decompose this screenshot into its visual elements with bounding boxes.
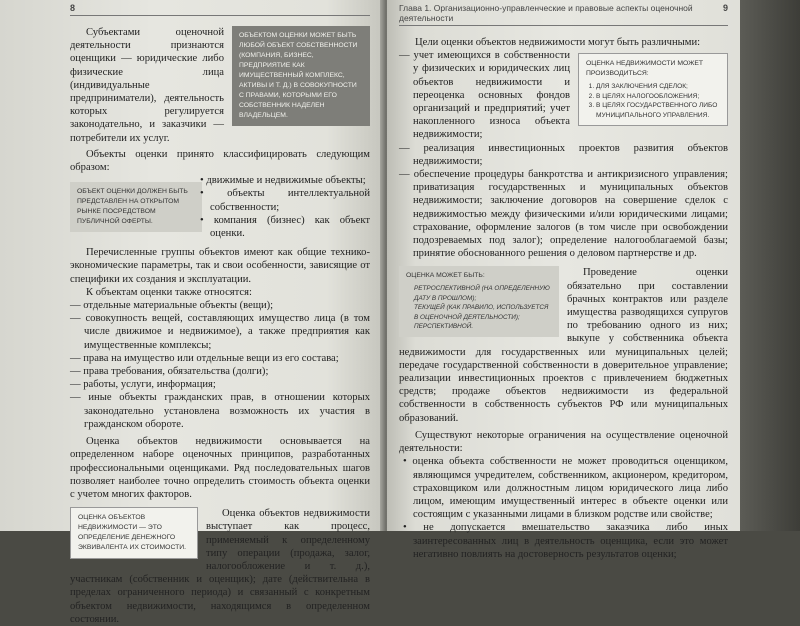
list-item: — иные объекты гражданских прав, в отношении которых законодательно установлена возможность их участия в гражданском обороте. (84, 391, 370, 431)
list-item: • компания (бизнес) как объект оценки. (84, 214, 370, 240)
paragraph-also: К объектам оценки также относятся: (86, 286, 252, 298)
list-item: — работы, услуги, информация; (84, 378, 370, 391)
paragraph-goals: Цели оценки объектов недвижимости могут быть различными: (415, 37, 701, 48)
list-item: — учет имеющихся в собственности у физических и юридических лиц объектов недвижимости и переоценка основных фондов организаций и предприятий; учет накопленного износа объекта недвижимости; (413, 49, 728, 141)
list-item: • оценка объекта собственности не может проводиться оценщиком, являющимся учредителем, собственником, акционером, кредитором, страховщиком или должностным лицом юридического лица либо лицом, имеющим имущественный интерес в объекте оценки или состоящим с указанными лицами в близком родстве или свойстве; (413, 455, 728, 521)
limits-list (399, 455, 728, 561)
list-item: — обеспечение процедуры банкротства и антикризисного управления; приватизация государственных и муниципальных объектов недвижимости; заключение договоров на совершение сделок с недвижимостью между физическими и/или юридическими лицами; страхование, оформление залогов (в том числе при освобождении подозреваемых под залог); определение налогооблагаемой базы; принятие обоснованного решения о деловом партнерстве и др. (413, 168, 728, 260)
paragraph-limits: Существуют некоторые ограничения на осуществление оценочной деятельности: (399, 429, 728, 455)
note-box-purposes-title: ОЦЕНКА НЕДВИЖИМОСТИ МОЖЕТ ПРОИЗВОДИТЬСЯ: (586, 60, 704, 78)
list-item: — права на имущество или отдельные вещи из его состава; (84, 352, 370, 365)
list-item: 3. В ЦЕЛЯХ ГОСУДАРСТВЕННОГО ЛИБО МУНИЦИПАЛЬНОГО УПРАВЛЕНИЯ. (596, 101, 720, 120)
paragraph-subjects: Субъектами оценочной деятельности признаются оценщики — юридические либо физические лица (индивидуальные предприниматели), деятельность которых регулируется законодательно, и заказчики — потребители их услуг. (70, 27, 224, 144)
list-item: • не допускается вмешательство заказчика либо иных заинтересованных лиц в деятельность оценщика, если это может негативно повлиять на достоверность результатов оценки; (413, 521, 728, 561)
running-head-title: Глава 1. Организационно-управленческие и правовые аспекты оценочной деятельности (399, 3, 693, 23)
purposes-list (596, 82, 720, 120)
right-page (387, 0, 740, 560)
list-item: 2. В ЦЕЛЯХ НАЛОГООБЛОЖЕНИЯ; (596, 92, 720, 102)
background-edge (740, 0, 800, 531)
left-page-number: 8 (70, 3, 76, 13)
note-box-offer: ОБЪЕКТ ОЦЕНКИ ДОЛЖЕН БЫТЬ ПРЕДСТАВЛЕН НА ОТКРЫТОМ РЫНКЕ ПОСРЕДСТВОМ ПУБЛИЧНОЙ ОФЕРТЫ. (70, 182, 202, 232)
list-item: — права требования, обязательства (долги); (84, 365, 370, 378)
note-box-purposes (578, 53, 728, 126)
paragraph-classify: Объекты оценки принято классифицировать следующим образом: (70, 148, 370, 174)
objects-list (70, 299, 370, 431)
list-item: ТЕКУЩЕЙ (КАК ПРАВИЛО, ИСПОЛЬЗУЕТСЯ В ОЦЕНОЧНОЙ ДЕЯТЕЛЬНОСТИ); (414, 304, 549, 321)
list-item: ПЕРСПЕКТИВНОЙ. (414, 323, 474, 331)
left-running-head (70, 3, 370, 16)
note-box-types (399, 266, 559, 337)
paragraph-process: Оценка объектов недвижимости выступает как процесс, применяемый к определенному типу операции (продажа, залог, налогообложение и т. д.), участникам (собственник и оценщик); дате (действительна в пределах ограниченного периода) и связанный с конкретным объектом недвижимости, находящимся в определенном состоянии. (70, 508, 370, 625)
note-box-types-title: ОЦЕНКА МОЖЕТ БЫТЬ: (406, 272, 485, 280)
list-item: 1. ДЛЯ ЗАКЛЮЧЕНИЯ СДЕЛОК; (596, 82, 720, 92)
right-running-head (399, 3, 728, 26)
types-list (414, 284, 552, 332)
note-box-object: ОБЪЕКТОМ ОЦЕНКИ МОЖЕТ БЫТЬ ЛЮБОЙ ОБЪЕКТ СОБСТВЕННОСТИ (КОМПАНИЯ, БИЗНЕС, ПРЕДПРИЯТИЕ КАК ИМУЩЕСТВЕННЫЙ КОМПЛЕКС, АКТИВЫ И Т. Д.) В СОВОКУПНОСТИ С ПРАВАМИ, КОТОРЫМИ ЕГО СОБСТВЕННИК НАДЕЛЕН ВЛАДЕЛЬЦЕМ. (232, 26, 370, 126)
list-item: — отдельные материальные объекты (вещи); (84, 299, 370, 312)
paragraph-groups: Перечисленные группы объектов имеют как общие технико-экономические параметры, так и свои особенности, зависящие от специфики их создания и эксплуатации. (70, 247, 370, 285)
list-item: • движимые и недвижимые объекты; (84, 174, 370, 187)
list-item: — совокупность вещей, составляющих имущество лица (в том числе движимое и недвижимое), а также предприятия как имущественные комплексы; (84, 312, 370, 352)
list-item: — реализация инвестиционных проектов развития объектов недвижимости; (413, 142, 728, 168)
list-item: • объекты интеллектуальной собственности; (84, 187, 370, 213)
paragraph-realestate: Оценка объектов недвижимости основывается на определенном наборе оценочных принципов, разработанных профессиональными оценщиками. Ряд последовательных шагов позволяет наиболее точно определить стоимость объекта оценки с учетом многих факторов. (70, 436, 370, 500)
paragraph-mandatory: Проведение оценки обязательно при составлении брачных контрактов или разделе имущества разводящихся супругов по требованию одного из них; выкупе у собственника объекта недвижимости для государственных или муниципальных целей; передаче государственной собственности в доверительное управление; реализации инвестиционных проектов с привлечением бюджетных средств; продаже объектов недвижимости из федеральной собственности в собственность субъектов РФ или муниципальных образований. (399, 267, 728, 424)
left-page (0, 0, 384, 625)
note-box-definition: ОЦЕНКА ОБЪЕКТОВ НЕДВИЖИМОСТИ — ЭТО ОПРЕДЕЛЕНИЕ ДЕНЕЖНОГО ЭКВИВАЛЕНТА ИХ СТОИМОСТИ. (70, 507, 198, 559)
list-item: РЕТРОСПЕКТИВНОЙ (НА ОПРЕДЕЛЕННУЮ ДАТУ В ПРОШЛОМ); (414, 285, 550, 302)
right-page-number: 9 (722, 3, 728, 13)
